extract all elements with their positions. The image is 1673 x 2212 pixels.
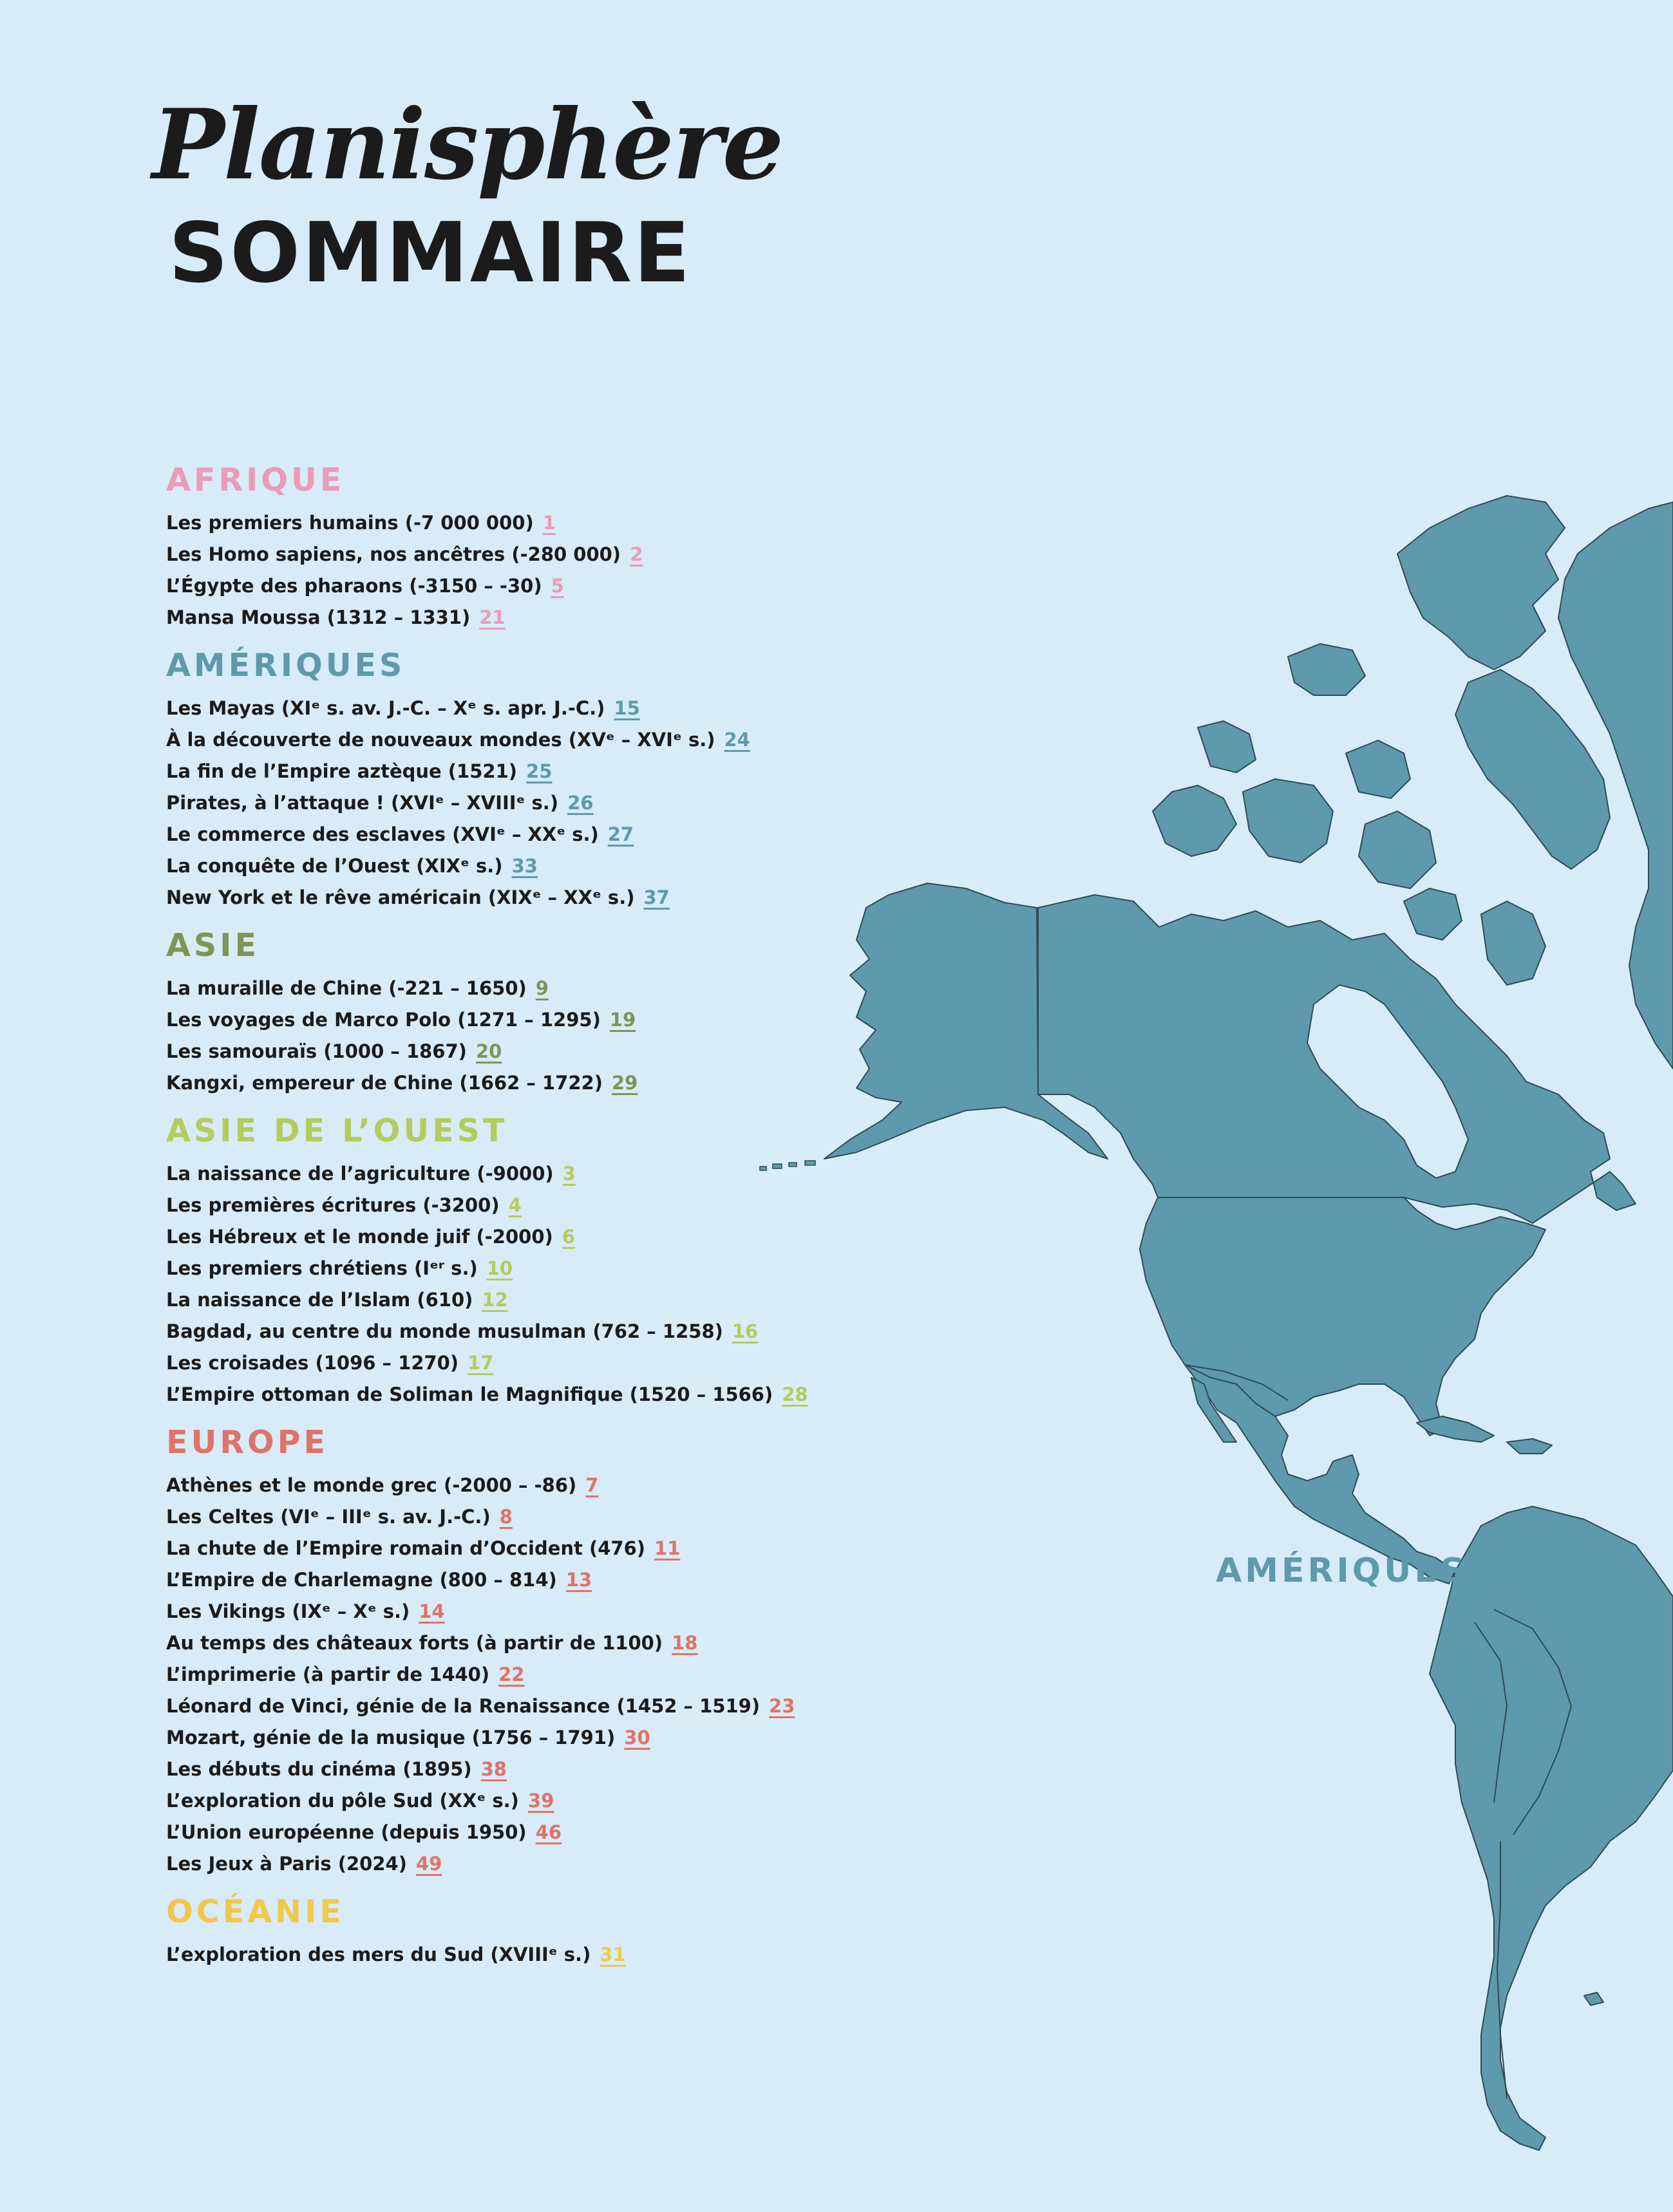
toc-entry-title: Les croisades (1096 – 1270) (166, 1352, 459, 1374)
toc-entry-title: Mozart, génie de la musique (1756 – 1791) (166, 1727, 616, 1748)
toc-entry-title: L’Égypte des pharaons (-3150 – -30) (166, 575, 542, 597)
toc-page-number-link[interactable]: 31 (600, 1944, 626, 1965)
toc-page-number-link[interactable]: 23 (769, 1695, 795, 1717)
toc-entry-title: La chute de l’Empire romain d’Occident (476) (166, 1537, 646, 1559)
toc-entry[interactable] (166, 570, 862, 602)
toc-entry-title: Kangxi, empereur de Chine (1662 – 1722) (166, 1072, 603, 1094)
section-title: AFRIQUE (166, 462, 345, 498)
toc-page-number-link[interactable]: 11 (654, 1537, 681, 1559)
toc-entry[interactable] (166, 1659, 862, 1691)
toc-page-number-link[interactable]: 29 (611, 1072, 638, 1094)
toc-page-number-link[interactable]: 38 (480, 1758, 507, 1780)
toc-entry-title: Les samouraïs (1000 – 1867) (166, 1040, 467, 1062)
toc-entry-title: Léonard de Vinci, génie de la Renaissance (1452 – 1519) (166, 1695, 761, 1717)
toc-entry-title: L’exploration du pôle Sud (XXᵉ s.) (166, 1790, 519, 1812)
toc-entry[interactable] (166, 1939, 862, 1971)
toc-entry[interactable] (166, 1691, 862, 1722)
arctic-island-7 (1404, 888, 1462, 940)
toc-entry[interactable] (166, 1722, 862, 1754)
toc-page-number-link[interactable]: 28 (782, 1383, 808, 1405)
toc-entry-title: L’Empire ottoman de Soliman le Magnifique (1520 – 1566) (166, 1383, 773, 1405)
toc-section (166, 461, 862, 633)
toc-entry[interactable] (166, 850, 862, 882)
toc-page-number-link[interactable]: 15 (614, 697, 640, 719)
toc-entry[interactable] (166, 1067, 862, 1099)
toc-page-number-link[interactable]: 19 (609, 1009, 636, 1031)
toc-entry[interactable] (166, 1284, 862, 1316)
toc-page-number-link[interactable]: 21 (479, 606, 506, 628)
toc-entry-title: Les Hébreux et le monde juif (-2000) (166, 1226, 553, 1248)
falklands (1584, 1992, 1603, 2005)
table-of-contents (166, 461, 862, 1983)
toc-entry-title: Athènes et le monde grec (-2000 – -86) (166, 1474, 577, 1496)
labrador-coast (1481, 901, 1545, 985)
toc-entry[interactable] (166, 1848, 862, 1880)
toc-entry[interactable] (166, 539, 862, 570)
page-title: SOMMAIRE (169, 205, 692, 301)
toc-entry-title: Bagdad, au centre du monde musulman (762 – 1258) (166, 1320, 723, 1342)
toc-entry-title: À la découverte de nouveaux mondes (XVᵉ – XVIᵉ s.) (166, 729, 715, 751)
toc-page-number-link[interactable]: 25 (526, 760, 553, 782)
toc-entry-title: La naissance de l’agriculture (-9000) (166, 1163, 554, 1185)
toc-page-number-link[interactable]: 24 (724, 729, 750, 751)
toc-entry[interactable] (166, 756, 862, 787)
toc-page-number-link[interactable]: 7 (585, 1474, 599, 1496)
arctic-island-5 (1346, 740, 1410, 798)
toc-entry[interactable] (166, 1627, 862, 1659)
toc-page-number-link[interactable]: 16 (732, 1320, 759, 1342)
toc-entry[interactable] (166, 1036, 862, 1067)
toc-section (166, 1893, 862, 1971)
ellesmere-island (1397, 496, 1565, 670)
toc-entry[interactable] (166, 1501, 862, 1533)
toc-entry-title: La fin de l’Empire aztèque (1521) (166, 760, 518, 782)
toc-section (166, 1423, 862, 1880)
section-title: EUROPE (166, 1424, 329, 1461)
toc-entry-title: L’imprimerie (à partir de 1440) (166, 1664, 490, 1685)
toc-entry-title: Les premières écritures (-3200) (166, 1194, 500, 1216)
toc-entry[interactable] (166, 1533, 862, 1564)
toc-entry[interactable] (166, 1596, 862, 1627)
toc-entry-title: Au temps des châteaux forts (à partir de 1100) (166, 1632, 663, 1654)
toc-page-number-link[interactable]: 5 (551, 575, 564, 597)
toc-entry-title: L’exploration des mers du Sud (XVIIIᵉ s.) (166, 1944, 591, 1965)
toc-page-number-link[interactable]: 18 (672, 1632, 698, 1654)
toc-entry[interactable] (166, 1470, 862, 1501)
toc-entry[interactable] (166, 882, 862, 914)
toc-entry[interactable] (166, 1564, 862, 1596)
toc-entry[interactable] (166, 1817, 862, 1848)
toc-page-number-link[interactable]: 8 (499, 1506, 513, 1528)
toc-page-number-link[interactable]: 13 (565, 1569, 592, 1591)
arctic-island-1 (1153, 785, 1236, 856)
toc-page-number-link[interactable]: 20 (475, 1040, 502, 1062)
cuba (1417, 1416, 1494, 1442)
toc-page-number-link[interactable]: 27 (607, 823, 634, 845)
toc-entry-title: L’Empire de Charlemagne (800 – 814) (166, 1569, 557, 1591)
toc-entry[interactable] (166, 724, 862, 756)
toc-entry-title: La muraille de Chine (-221 – 1650) (166, 977, 527, 999)
toc-section (166, 926, 862, 1099)
toc-entry-title: La naissance de l’Islam (610) (166, 1289, 473, 1311)
toc-entry-title: Les Jeux à Paris (2024) (166, 1853, 407, 1875)
toc-entry-title: Les voyages de Marco Polo (1271 – 1295) (166, 1009, 601, 1031)
toc-page-number-link[interactable]: 6 (562, 1226, 575, 1248)
toc-page-number-link[interactable]: 2 (630, 543, 643, 565)
south-america-landmass (1430, 1506, 1673, 2150)
toc-section (166, 1112, 862, 1411)
arctic-island-3 (1243, 779, 1333, 863)
toc-page-number-link[interactable]: 4 (508, 1194, 522, 1216)
toc-entry[interactable] (166, 1253, 862, 1284)
toc-page-number-link[interactable]: 17 (468, 1352, 494, 1374)
toc-entry-title: Le commerce des esclaves (XVIᵉ – XXᵉ s.) (166, 823, 599, 845)
section-title: ASIE (166, 927, 260, 964)
toc-entry[interactable] (166, 507, 862, 539)
toc-entry[interactable] (166, 1221, 862, 1253)
toc-entry[interactable] (166, 787, 862, 819)
toc-entry-title: L’Union européenne (depuis 1950) (166, 1821, 527, 1843)
section-title: OCÉANIE (166, 1893, 345, 1930)
arctic-island-2 (1198, 721, 1256, 773)
toc-entry[interactable] (166, 693, 862, 724)
toc-page-number-link[interactable]: 37 (643, 886, 670, 908)
toc-page-number-link[interactable]: 22 (498, 1664, 525, 1685)
section-title: ASIE DE L’OUEST (166, 1112, 508, 1149)
toc-section (166, 646, 862, 914)
toc-page-number-link[interactable]: 12 (482, 1289, 508, 1311)
toc-entry[interactable] (166, 973, 862, 1004)
toc-entry[interactable] (166, 602, 862, 633)
toc-entry[interactable] (166, 1754, 862, 1785)
toc-entry[interactable] (166, 1190, 862, 1221)
toc-entry-title: Mansa Moussa (1312 – 1331) (166, 606, 471, 628)
toc-page-number-link[interactable]: 9 (535, 977, 549, 999)
toc-entry[interactable] (166, 1004, 862, 1036)
toc-entry-title: Les Homo sapiens, nos ancêtres (-280 000) (166, 543, 621, 565)
toc-page-number-link[interactable]: 33 (511, 855, 538, 877)
toc-page-number-link[interactable]: 39 (527, 1790, 554, 1812)
toc-entry[interactable] (166, 1347, 862, 1379)
toc-entry[interactable] (166, 1379, 862, 1411)
toc-page-number-link[interactable]: 14 (419, 1600, 445, 1622)
map-label-ameriques: AMÉRIQUES (1216, 1551, 1468, 1590)
section-title: AMÉRIQUES (166, 647, 406, 684)
toc-page-number-link[interactable]: 1 (542, 512, 556, 534)
toc-entry-title: Pirates, à l’attaque ! (XVIᵉ – XVIIIᵉ s.) (166, 792, 559, 814)
arctic-island-4 (1288, 644, 1365, 695)
toc-entry[interactable] (166, 1316, 862, 1347)
hispaniola (1507, 1439, 1552, 1454)
toc-page-number-link[interactable]: 46 (535, 1821, 562, 1843)
toc-page-number-link[interactable]: 49 (415, 1853, 442, 1875)
page-script-title: Planisphère (152, 88, 783, 202)
toc-entry[interactable] (166, 819, 862, 850)
toc-page-number-link[interactable]: 10 (486, 1257, 513, 1279)
toc-entry[interactable] (166, 1158, 862, 1190)
toc-entry-title: New York et le rêve américain (XIXᵉ – XXᵉ s.) (166, 886, 635, 908)
toc-entry-title: Les premiers chrétiens (Iᵉʳ s.) (166, 1257, 478, 1279)
toc-entry-title: Les Vikings (IXᵉ – Xᵉ s.) (166, 1600, 410, 1622)
toc-entry-title: Les premiers humains (-7 000 000) (166, 512, 534, 534)
toc-entry[interactable] (166, 1785, 862, 1817)
baffin-island (1455, 670, 1610, 869)
toc-entry-title: Les Celtes (VIᵉ – IIIᵉ s. av. J.-C.) (166, 1506, 491, 1528)
arctic-island-6 (1359, 811, 1436, 888)
toc-page-number-link[interactable]: 30 (624, 1727, 650, 1748)
toc-entry-title: Les débuts du cinéma (1895) (166, 1758, 472, 1780)
toc-page-number-link[interactable]: 3 (562, 1163, 576, 1185)
toc-entry-title: La conquête de l’Ouest (XIXᵉ s.) (166, 855, 503, 877)
toc-entry-title: Les Mayas (XIᵉ s. av. J.-C. – Xᵉ s. apr. J.-C.) (166, 697, 605, 719)
toc-page-number-link[interactable]: 26 (567, 792, 594, 814)
